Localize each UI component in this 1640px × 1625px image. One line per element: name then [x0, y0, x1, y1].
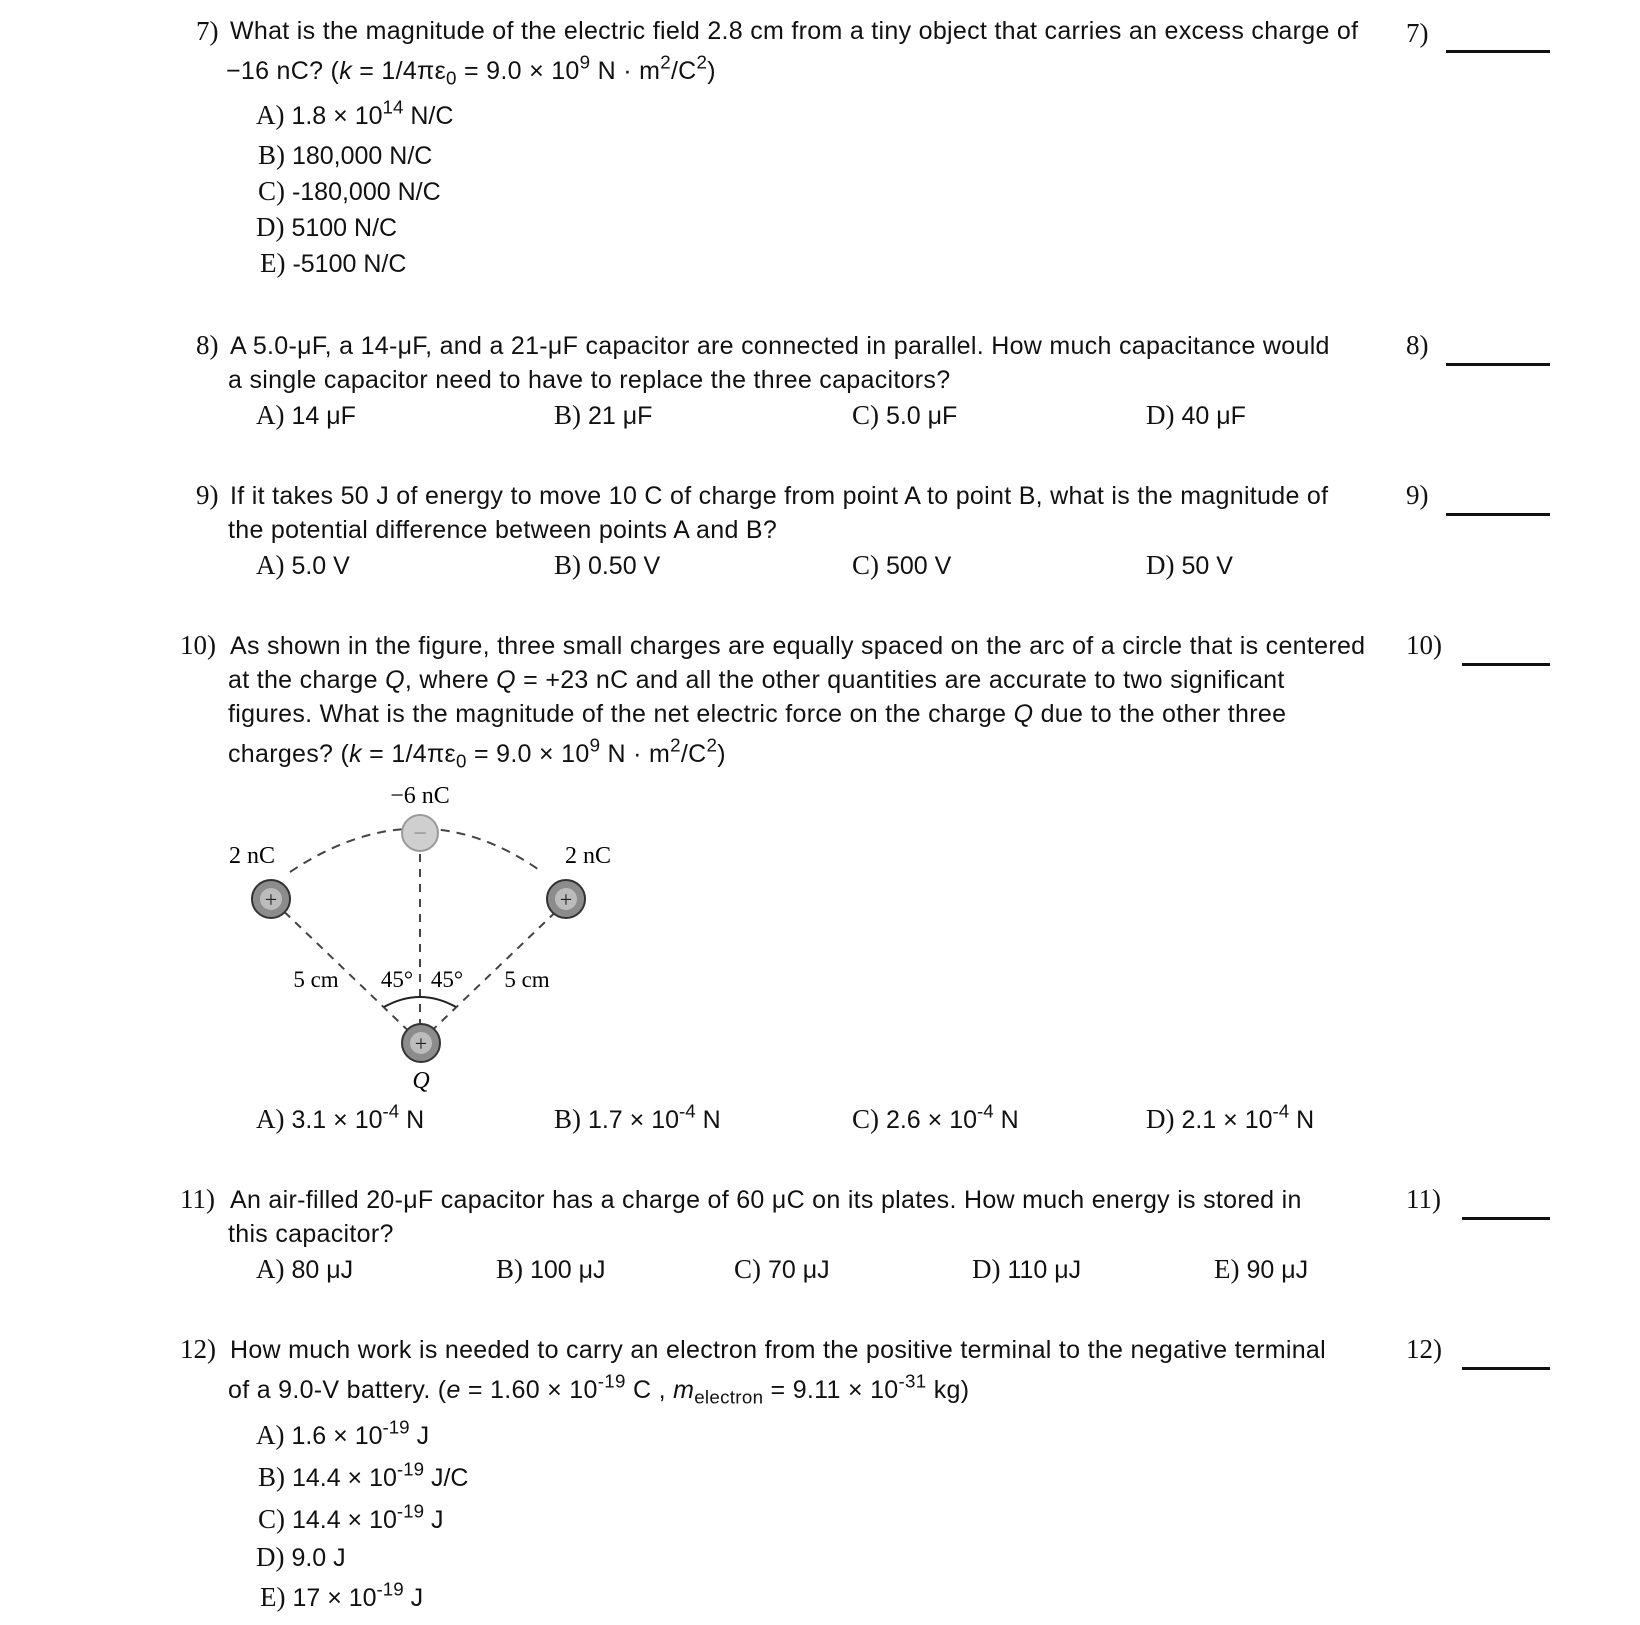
top-charge-label: −6 nC	[390, 783, 450, 809]
answer-label: 11)	[1406, 1184, 1441, 1214]
answer-blank[interactable]	[1446, 363, 1550, 366]
option-c[interactable]: C) 5.0 μF	[852, 400, 958, 430]
question-number: 12)	[180, 1334, 216, 1364]
question-stem: How much work is needed to carry an electron from the positive terminal to the negative terminal	[230, 1336, 1326, 1364]
question-number: 10)	[180, 630, 216, 660]
answer-label: 7)	[1406, 18, 1429, 48]
question-stem-line3: figures. What is the magnitude of the net electric force on the charge Q due to the other three	[228, 700, 1287, 728]
option-a[interactable]: A) $1.6 \times 10^{-19}$ J	[256, 1416, 430, 1450]
question-stem-line2: this capacitor?	[228, 1220, 394, 1248]
question-stem: If it takes 50 J of energy to move 10 C of charge from point A to point B, what is the magnitude of	[230, 482, 1329, 510]
answer-blank[interactable]	[1462, 1217, 1550, 1220]
question-stem-line2: at the charge Q, where Q = +23 nC and all the other quantities are accurate to two significant	[228, 666, 1285, 694]
question-stem: A 5.0-μF, a 14-μF, and a 21-μF capacitor are connected in parallel. How much capacitance would	[230, 332, 1330, 360]
question-number: 11)	[180, 1184, 215, 1214]
right-distance-label: 5 cm	[504, 967, 550, 992]
option-b[interactable]: B) 21 μF	[554, 400, 653, 430]
option-d[interactable]: D) 5100 N/C	[256, 212, 398, 242]
minus-sign: −	[413, 821, 427, 847]
question-stem: As shown in the figure, three small charges are equally spaced on the arc of a circle that is centered	[230, 632, 1366, 660]
option-a[interactable]: A) 14 μF	[256, 400, 356, 430]
plus-sign: +	[559, 887, 573, 912]
option-c[interactable]: C) $2.6 \times 10^{-4}$ N	[852, 1100, 1019, 1134]
left-charge-label: 2 nC	[228, 843, 276, 869]
left-angle-label: 45°	[380, 967, 414, 992]
charge-arc-figure	[200, 775, 640, 1100]
option-b[interactable]: B) $1.7 \times 10^{-4}$ N	[554, 1100, 721, 1134]
left-distance-label: 5 cm	[293, 967, 339, 992]
question-stem-line2: −16 nC? ($k = 1/4\pi\varepsilon_0 = 9.0 \times 10^9$ $N \cdot m^2/C^2$)	[226, 51, 716, 89]
right-angle-label: 45°	[430, 967, 464, 992]
option-e[interactable]: E) 90 μJ	[1214, 1254, 1309, 1284]
option-d[interactable]: D) 110 μJ	[972, 1254, 1082, 1284]
option-d[interactable]: D) 40 μF	[1146, 400, 1246, 430]
question-number: 9)	[196, 480, 219, 510]
answer-blank[interactable]	[1462, 1367, 1550, 1370]
question-stem-line2: the potential difference between points A and B?	[228, 516, 778, 544]
plus-sign: +	[264, 887, 278, 912]
option-d[interactable]: D) $2.1 \times 10^{-4}$ N	[1146, 1100, 1315, 1134]
option-b[interactable]: B) 180,000 N/C	[258, 140, 433, 170]
answer-blank[interactable]	[1446, 50, 1550, 53]
option-c[interactable]: C) 500 V	[852, 550, 952, 580]
answer-blank[interactable]	[1446, 513, 1550, 516]
answer-label: 8)	[1406, 330, 1429, 360]
answer-label: 10)	[1406, 630, 1442, 660]
option-e[interactable]: E) -5100 N/C	[260, 248, 407, 278]
question-number: 8)	[196, 330, 219, 360]
question-stem: What is the magnitude of the electric field 2.8 cm from a tiny object that carries an excess charge of	[230, 17, 1359, 45]
option-e[interactable]: E) $17 \times 10^{-19}$ J	[260, 1578, 424, 1612]
answer-label: 9)	[1406, 480, 1429, 510]
option-a[interactable]: A) $1.8 \times 10^{14}$ N/C	[256, 96, 454, 130]
question-number: 7)	[196, 16, 219, 46]
question-stem-line2: of a 9.0-V battery. ($e = 1.60 \times 10^{-19}$ C , $m_{electron} = 9.11 \times 10^{-31}$ kg)	[228, 1370, 970, 1408]
option-d[interactable]: D) 50 V	[1146, 550, 1233, 580]
question-stem: An air-filled 20-μF capacitor has a charge of 60 μC on its plates. How much energy is stored in	[230, 1186, 1302, 1214]
option-c[interactable]: C) -180,000 N/C	[258, 176, 441, 206]
option-a[interactable]: A) $3.1 \times 10^{-4}$ N	[256, 1100, 425, 1134]
option-b[interactable]: B) 0.50 V	[554, 550, 661, 580]
answer-blank[interactable]	[1462, 663, 1550, 666]
option-c[interactable]: C) $14.4 \times 10^{-19}$ J	[258, 1500, 444, 1534]
option-a[interactable]: A) 80 μJ	[256, 1254, 354, 1284]
center-charge-label: Q	[412, 1068, 430, 1094]
option-a[interactable]: A) 5.0 V	[256, 550, 350, 580]
option-c[interactable]: C) 70 μJ	[734, 1254, 830, 1284]
option-d[interactable]: D) 9.0 J	[256, 1542, 346, 1572]
plus-sign: +	[414, 1031, 428, 1056]
question-stem-line2: a single capacitor need to have to replace the three capacitors?	[228, 366, 951, 394]
answer-label: 12)	[1406, 1334, 1442, 1364]
option-b[interactable]: B) 100 μJ	[496, 1254, 606, 1284]
question-stem-line4: charges? ($k = 1/4\pi\varepsilon_0 = 9.0 \times 10^9$ $N \cdot m^2/C^2$)	[228, 734, 726, 772]
option-b[interactable]: B) $14.4 \times 10^{-19}$ J/C	[258, 1458, 469, 1492]
right-charge-label: 2 nC	[564, 843, 612, 869]
